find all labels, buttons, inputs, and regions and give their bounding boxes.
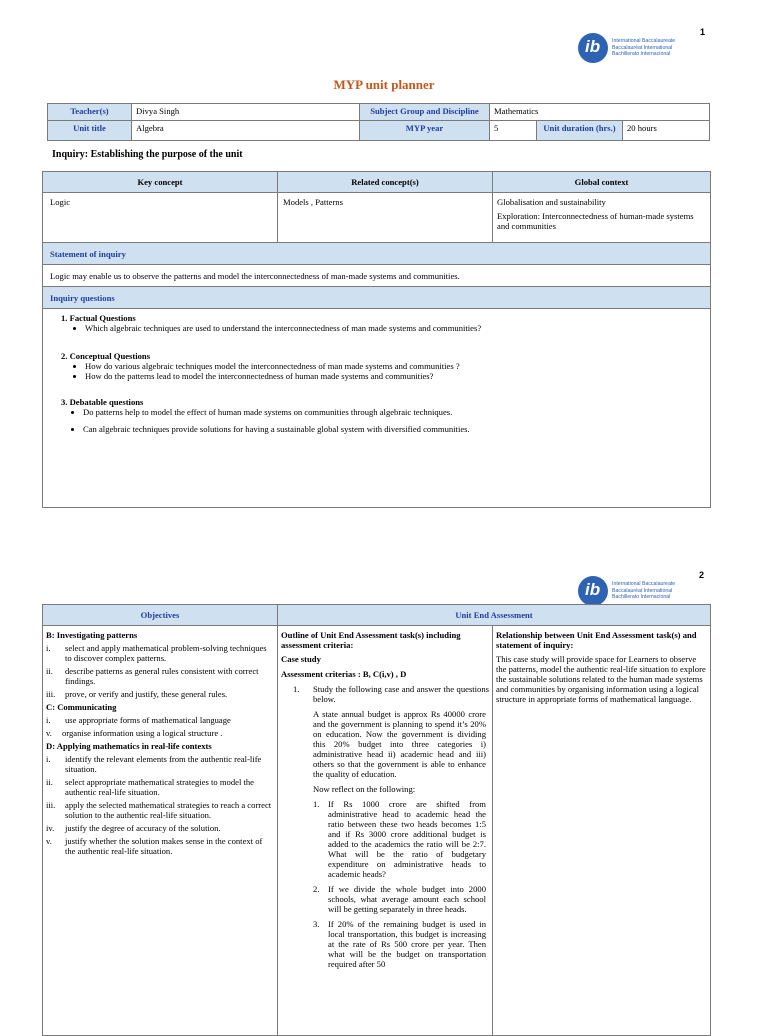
conceptual-questions-title: 2. Conceptual Questions [61,351,151,361]
debatable-questions-title: 3. Debatable questions [61,397,144,407]
objective-item: v. organise information using a logical structure . [46,728,223,738]
objective-item: ii. describe patterns as general rules consistent with correct findings. [46,666,259,686]
objective-c-title: C: Communicating [46,702,117,712]
objective-item: iv. justify the degree of accuracy of the solution. [46,823,221,833]
unit-title-label: Unit title [48,121,132,141]
sub-question: 1. If Rs 1000 crore are shifted from administrative head to academic head the ratio between these two heads becomes 1:5 and if Rs 3000 crore additional budget is added to the academics the ratio will be 2:7. What will be the ratio of budgetary expenditure on administrative heads to academic heads? [313,799,486,879]
ib-logo [578,33,675,63]
page-title: MYP unit planner [333,77,435,92]
debatable-question: • Do patterns help to model the effect of human made systems on communities through algebraic techniques. [83,407,702,417]
assessment-outline [278,626,493,1036]
assessment-criteria: Assessment criterias : B, C(i,v) , D [281,669,407,679]
global-context-value: Globalisation and sustainability Exploration: Interconnectedness of human-made systems and communities [493,193,711,243]
conceptual-question: • How do the patterns lead to model the interconnectedness of human made systems and communities? [85,371,702,381]
page-number: 1 [700,27,706,37]
key-concept-value: Logic [43,193,278,243]
statement-of-inquiry-label: Statement of inquiry [43,243,711,265]
assessment-table [42,604,711,1036]
myp-year-label: MYP year [360,121,490,141]
debatable-question: • Can algebraic techniques provide solutions for having a sustainable global system with diversified communities. [83,424,702,434]
page-number: 2 [699,570,705,580]
unit-end-assessment-header: Unit End Assessment [278,605,711,626]
inquiry-questions-label: Inquiry questions [43,287,711,309]
teacher-label: Teacher(s) [48,104,132,121]
subject-label: Subject Group and Discipline [360,104,490,121]
outline-title: Outline of Unit End Assessment task(s) including assessment criteria: [281,630,461,650]
objective-item: i. select and apply mathematical problem-solving techniques to discover complex patterns. [46,643,267,663]
case-text: A state annual budget is approx Rs 40000 crore and the government is planning to spend it’s 20% on education. Now the government is dividing this 20% budget into three categories i) administrative head ii) academic head and iii) others so that the government is able to enhance the quality of education. [313,709,486,779]
reflect-text: Now reflect on the following: [313,784,416,794]
key-concept-header: Key concept [43,172,278,193]
objective-b-title: B: Investigating patterns [46,630,138,640]
inquiry-table [42,171,711,508]
relationship-title: Relationship between Unit End Assessment task(s) and statement of inquiry: [496,630,697,650]
objective-d-title: D: Applying mathematics in real-life contexts [46,741,212,751]
inquiry-questions-content [43,309,711,508]
ib-logo [578,576,675,606]
unit-title-value: Algebra [132,121,360,141]
related-concepts-header: Related concept(s) [278,172,493,193]
inquiry-heading: Inquiry: Establishing the purpose of the unit [52,149,243,160]
related-concepts-value: Models , Patterns [278,193,493,243]
relationship-content [493,626,711,1036]
factual-question: • Which algebraic techniques are used to understand the interconnectedness of man made systems and communities? [85,323,702,333]
subject-value: Mathematics [490,104,710,121]
ib-logo-text: International Baccalaureate Baccalauréat International Bachillerato Internacional [612,581,676,601]
sub-question: 3. If 20% of the remaining budget is used in local transportation, this budget is increasing at the rate of Rs 500 crore per year. Then what will be the budget on transportation required after 50 [313,919,486,969]
factual-questions-title: 1. Factual Questions [61,313,136,323]
ib-logo-icon: ib [578,576,608,606]
case-study-label: Case study [281,654,321,664]
step-1: 1. Study the following case and answer the questions below. [293,684,489,704]
teacher-value: Divya Singh [132,104,360,121]
objectives-header: Objectives [43,605,278,626]
myp-year-value: 5 [490,121,537,141]
conceptual-question: • How do various algebraic techniques model the interconnectedness of man made systems and communities ? [85,361,702,371]
objective-item: i. identify the relevant elements from the authentic real-life situation. [46,754,262,774]
global-context-header: Global context [493,172,711,193]
statement-of-inquiry-text: Logic may enable us to observe the patterns and model the interconnectedness of man-made systems and communities. [43,265,711,287]
objective-item: ii. select appropriate mathematical strategies to model the authentic real-life situation. [46,777,254,797]
objective-item: iii. apply the selected mathematical strategies to reach a correct solution to the authentic real-life situation. [46,800,272,820]
ib-logo-text: International Baccalaureate Baccalauréat International Bachillerato Internacional [612,38,676,58]
objective-item: iii. prove, or verify and justify, these general rules. [46,689,228,699]
unit-info-table [47,103,710,141]
sub-question: 2. If we divide the whole budget into 2000 schools, what average amount each school will be getting separately in three heads. [313,884,486,914]
duration-label: Unit duration (hrs.) [537,121,623,141]
relationship-text: This case study will provide space for Learners to observe the patterns, model the authentic real-life situation to explore the sustainable solutions related to the human made systems and communities by organising information using a logical structure in appropriate forms of mathematical language. [496,654,706,704]
ib-logo-icon: ib [578,33,608,63]
objectives-content [43,626,278,1036]
objective-item: v. justify whether the solution makes sense in the context of the authentic real-life situation. [46,836,263,856]
objective-item: i. use appropriate forms of mathematical language [46,715,231,725]
duration-value: 20 hours [623,121,710,141]
